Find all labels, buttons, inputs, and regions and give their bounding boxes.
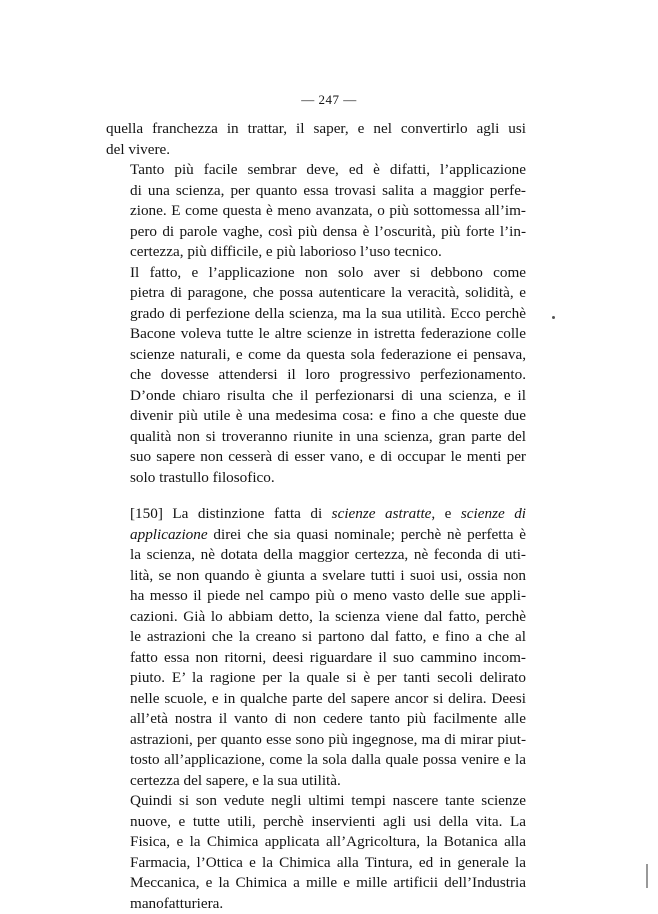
paragraph-5 <box>106 791 526 914</box>
paragraph-2 <box>106 160 526 263</box>
text-line <box>106 525 526 546</box>
text-line: Quindi si son vedute negli ultimi tempi nascere tante scienze <box>106 791 526 812</box>
scan-speck <box>646 864 648 888</box>
text-line: di una scienza, per quanto essa trovasi salita a maggior perfe- <box>106 181 526 202</box>
text-line: D’onde chiaro risulta che il perfezionarsi di una scienza, e il <box>106 386 526 407</box>
text-line: ha messo il piede nel campo più o meno vasto delle sue appli- <box>106 586 526 607</box>
text-line: nuove, e tutte utili, perchè inservienti agli usi della vita. La <box>106 812 526 833</box>
text-line: Il fatto, e l’applicazione non solo aver si debbono come <box>106 263 526 284</box>
text-line: all’età nostra il vanto di non cedere tanto più facilmente alle <box>106 709 526 730</box>
text-line: astrazioni, per quanto esse sono più ingegnose, ma di mirar piut- <box>106 730 526 751</box>
text-line: nelle scuole, e in qualche parte del sapere ancor si delira. Deesi <box>106 689 526 710</box>
body-text <box>106 119 526 914</box>
text-line: suo sapere non cesserà di esser vano, e di occupar le menti per <box>106 447 526 468</box>
text-line <box>106 504 526 525</box>
text-line: Farmacia, l’Ottica e la Chimica alla Tintura, ed in generale la <box>106 853 526 874</box>
text-line: del vivere. <box>106 140 526 161</box>
paragraph-1 <box>106 119 526 160</box>
text-line: piuto. E’ la ragione per la quale si è per tanti secoli delirato <box>106 668 526 689</box>
text-line: scienze naturali, e come da questa sola federazione ei pensava, <box>106 345 526 366</box>
text-line: che dovesse attendersi il loro progressivo perfezionamento. <box>106 365 526 386</box>
text-line: Fisica, e la Chimica applicata all’Agricoltura, la Botanica alla <box>106 832 526 853</box>
paragraph-3 <box>106 263 526 489</box>
text-line: certezza del sapere, e la sua utilità. <box>106 771 526 792</box>
italic-term: scienze astratte <box>332 505 432 522</box>
text-line: Tanto più facile sembrar deve, ed è difatti, l’applicazione <box>106 160 526 181</box>
text-run: direi che sia quasi nominale; perchè nè perfetta è <box>208 526 526 543</box>
text-line: le astrazioni che la creano si partono dal fatto, e fino a che al <box>106 627 526 648</box>
text-line: certezza, più difficile, e più laborioso l’uso tecnico. <box>106 242 526 263</box>
scan-speck <box>552 316 555 319</box>
text-line: fatto essa non ritorni, deesi riguardare il suo cammino incom- <box>106 648 526 669</box>
italic-term: scienze di <box>461 505 526 522</box>
text-line: pero di parole vaghe, così più densa è l’oscurità, più forte l’in- <box>106 222 526 243</box>
text-line: zione. E come questa è meno avanzata, o più sottomessa all’im- <box>106 201 526 222</box>
text-line: solo trastullo filosofico. <box>106 468 526 489</box>
text-line: divenir più utile è una medesima cosa: e fino a che queste due <box>106 406 526 427</box>
italic-term: applicazione <box>130 526 208 543</box>
text-line: quella franchezza in trattar, il saper, e nel convertirlo agli usi <box>106 119 526 140</box>
text-run: , e <box>431 505 460 522</box>
text-line: manofatturiera. <box>106 894 526 914</box>
paragraph-4 <box>106 504 526 791</box>
text-line: tosto all’applicazione, come la sola dalla quale possa venire e la <box>106 750 526 771</box>
text-line: grado di perfezione della scienza, ma la sua utilità. Ecco perchè <box>106 304 526 325</box>
text-line: la scienza, nè dotata della maggior certezza, nè feconda di uti- <box>106 545 526 566</box>
text-line: Bacone voleva tutte le altre scienze in istretta federazione colle <box>106 324 526 345</box>
text-line: pietra di paragone, che possa autenticare la veracità, solidità, e <box>106 283 526 304</box>
text-line: qualità non si troveranno riunite in una scienza, gran parte del <box>106 427 526 448</box>
text-line: lità, se non quando è giunta a svelare tutti i suoi usi, ossia non <box>106 566 526 587</box>
text-line: cazioni. Già lo abbiam detto, la scienza viene dal fatto, perchè <box>106 607 526 628</box>
page-number: — 247 — <box>0 92 658 108</box>
text-line: Meccanica, e la Chimica a mille e mille artificii dell’Industria <box>106 873 526 894</box>
text-run: [150] La distinzione fatta di <box>130 505 332 522</box>
